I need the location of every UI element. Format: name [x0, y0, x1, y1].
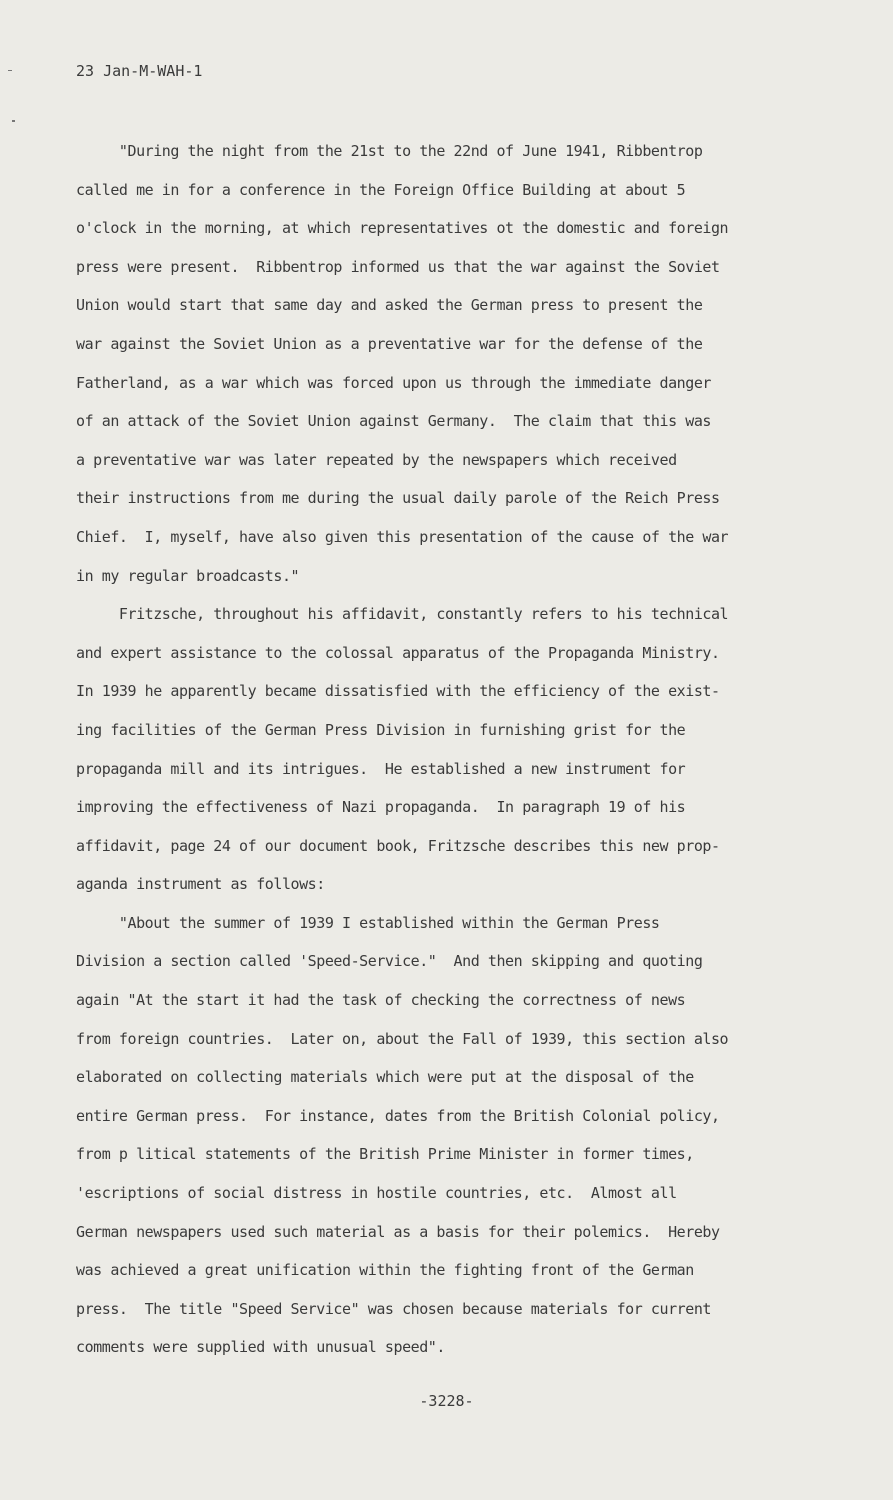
text-line: press. The title "Speed Service" was chosen because materials for current: [76, 1299, 711, 1318]
text-line: improving the effectiveness of Nazi propaganda. In paragraph 19 of his: [76, 798, 686, 817]
text-line: comments were supplied with unusual speed".: [76, 1338, 445, 1357]
text-line: press were present. Ribbentrop informed us that the war against the Soviet: [76, 257, 720, 276]
text-line: Chief. I, myself, have also given this presentation of the cause of the war: [76, 527, 729, 546]
text-line: German newspapers used such material as a basis for their polemics. Hereby: [76, 1222, 720, 1241]
text-line: entire German press. For instance, dates from the British Colonial policy,: [76, 1106, 720, 1125]
text-line: from foreign countries. Later on, about the Fall of 1939, this section also: [76, 1029, 729, 1048]
text-line: In 1939 he apparently became dissatisfied with the efficiency of the exist-: [76, 682, 720, 701]
text-line: aganda instrument as follows:: [76, 875, 325, 894]
text-line: elaborated on collecting materials which were put at the disposal of the: [76, 1068, 694, 1087]
text-line: "During the night from the 21st to the 22nd of June 1941, Ribbentrop: [76, 142, 703, 160]
text-line: a preventative war was later repeated by the newspapers which received: [76, 450, 677, 469]
text-line: affidavit, page 24 of our document book, Fritzsche describes this new prop-: [76, 836, 720, 855]
text-line: of an attack of the Soviet Union against Germany. The claim that this was: [76, 412, 711, 431]
text-line: 'escriptions of social distress in hostile countries, etc. Almost all: [76, 1184, 677, 1203]
text-line: was achieved a great unification within the fighting front of the German: [76, 1261, 694, 1280]
text-line: Division a section called 'Speed-Service." And then skipping and quoting: [76, 952, 703, 971]
margin-mark: [12, 120, 15, 122]
text-line: again "At the start it had the task of checking the correctness of news: [76, 991, 686, 1010]
text-line: Fritzsche, throughout his affidavit, constantly refers to his technical: [76, 605, 729, 624]
text-line: o'clock in the morning, at which representatives ot the domestic and foreign: [76, 219, 729, 238]
margin-mark: [8, 70, 12, 71]
text-line: ing facilities of the German Press Division in furnishing grist for the: [76, 720, 686, 739]
text-line: Union would start that same day and asked the German press to present the: [76, 296, 703, 315]
text-line: war against the Soviet Union as a preventative war for the defense of the: [76, 334, 703, 353]
text-line: propaganda mill and its intrigues. He established a new instrument for: [76, 759, 686, 778]
text-line: "About the summer of 1939 I established within the German Press: [76, 913, 660, 932]
text-line: called me in for a conference in the Foreign Office Building at about 5: [76, 180, 686, 199]
page-number: -3228-: [419, 1392, 474, 1410]
text-line: Fatherland, as a war which was forced upon us through the immediate danger: [76, 373, 711, 392]
text-line: from p litical statements of the British Prime Minister in former times,: [76, 1145, 694, 1164]
document-body: [76, 132, 821, 1367]
text-line: and expert assistance to the colossal apparatus of the Propaganda Ministry.: [76, 643, 720, 662]
document-header: 23 Jan-M-WAH-1: [76, 62, 203, 80]
text-line: in my regular broadcasts.": [76, 566, 300, 585]
text-line: their instructions from me during the usual daily parole of the Reich Press: [76, 489, 720, 508]
